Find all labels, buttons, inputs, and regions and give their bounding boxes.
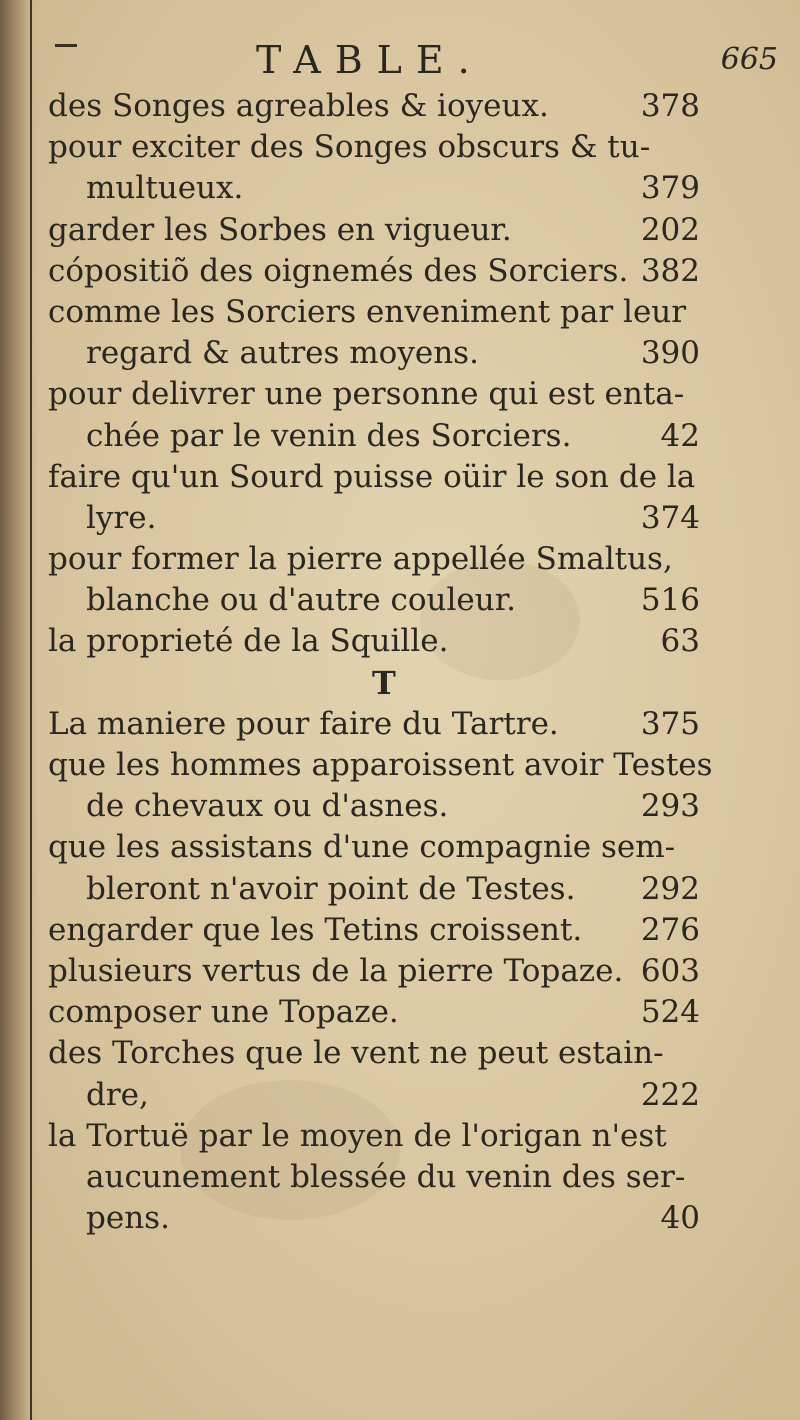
index-entry-text: pour exciter des Songes obscurs & tu- <box>48 129 651 166</box>
page-number: 665 <box>720 42 778 77</box>
index-line <box>0 621 800 662</box>
index-entry-text: bleront n'avoir point de Testes. <box>86 870 576 907</box>
index-entry-page: 276 <box>640 911 700 948</box>
index-entry-text: comme les Sorciers enveniment par leur <box>48 293 687 330</box>
index-entry-text: regard & autres moyens. <box>86 335 479 372</box>
index-entry-text: que les hommes apparoissent avoir Testes <box>48 747 713 783</box>
index-entry-text: pour former la pierre appellée Smaltus, <box>48 541 673 578</box>
index-entry-text: multueux. <box>86 170 244 207</box>
index-line <box>0 580 800 621</box>
index-entry-page: 375 <box>640 705 700 742</box>
index-entry-page: 42 <box>660 417 700 454</box>
index-entry-page: 374 <box>640 499 700 536</box>
index-entry-page: 40 <box>660 1200 700 1237</box>
index-entry-text: de chevaux ou d'asnes. <box>86 788 449 825</box>
index-entry-text: cópositiõ des oignemés des Sorciers. <box>48 252 629 289</box>
index-line <box>0 168 800 209</box>
index-line <box>0 1033 800 1074</box>
index-entry-text: faire qu'un Sourd puisse oüir le son de la <box>48 458 696 495</box>
index-entry-text: La maniere pour faire du Tartre. <box>48 705 559 742</box>
index-line <box>0 210 800 251</box>
index-entry-page: 222 <box>640 1076 700 1113</box>
index-entry-page: 603 <box>640 952 700 989</box>
index-line <box>0 416 800 457</box>
index-entry-text: la Tortuë par le moyen de l'origan n'est <box>48 1117 667 1154</box>
index-entry-page: 390 <box>640 335 700 372</box>
index-entry-page: 292 <box>640 870 700 907</box>
index-entry-text: dre, <box>86 1076 149 1113</box>
index-line <box>0 1198 800 1239</box>
index-line <box>0 333 800 374</box>
index-line <box>0 292 800 333</box>
index-entry-text: que les assistans d'une compagnie sem- <box>48 829 676 866</box>
index-entry-text: plusieurs vertus de la pierre Topaze. <box>48 952 624 989</box>
index-entry-text: aucunement blessée du venin des ser- <box>86 1158 686 1195</box>
index-group-t <box>0 704 800 1239</box>
index-entry-text: lyre. <box>86 499 157 536</box>
index-line <box>0 745 800 786</box>
index-entry-text: des Songes agreables & ioyeux. <box>48 88 549 124</box>
index-line <box>0 374 800 415</box>
index-line <box>0 457 800 498</box>
index-entries <box>0 86 800 1239</box>
index-entry-page: 293 <box>640 788 700 825</box>
index-line <box>0 910 800 951</box>
index-line <box>0 498 800 539</box>
index-entry-page: 382 <box>640 252 700 289</box>
index-entry-text: blanche ou d'autre couleur. <box>86 582 516 619</box>
index-line <box>0 786 800 827</box>
index-entry-text: garder les Sorbes en vigueur. <box>48 211 512 248</box>
index-line <box>0 86 800 127</box>
index-entry-text: des Torches que le vent ne peut estain- <box>48 1035 664 1072</box>
index-line <box>0 1075 800 1116</box>
head-ornament-dash <box>55 44 77 47</box>
index-line <box>0 251 800 292</box>
index-entry-text: composer une Topaze. <box>48 994 399 1031</box>
index-entry-text: chée par le venin des Sorciers. <box>86 417 572 454</box>
index-line <box>0 992 800 1033</box>
running-head <box>0 30 800 90</box>
index-line <box>0 704 800 745</box>
index-entry-text: la proprieté de la Squille. <box>48 623 449 660</box>
index-line <box>0 827 800 868</box>
section-letter-text: T <box>372 663 396 702</box>
index-entry-text: engarder que les Tetins croissent. <box>48 911 583 948</box>
index-line <box>0 1157 800 1198</box>
page-title: TABLE. <box>256 38 484 82</box>
index-entry-page: 379 <box>640 170 700 207</box>
index-entry-page: 524 <box>640 994 700 1031</box>
index-entry-text: pens. <box>86 1200 170 1237</box>
index-group-s <box>0 86 800 663</box>
index-line <box>0 539 800 580</box>
index-entry-page: 202 <box>640 211 700 248</box>
index-line <box>0 127 800 168</box>
index-line <box>0 869 800 910</box>
index-entry-page: 378 <box>640 88 700 124</box>
index-entry-page: 63 <box>660 623 700 660</box>
index-entry-text: pour delivrer une personne qui est enta- <box>48 376 685 413</box>
index-line <box>0 951 800 992</box>
index-line <box>0 1116 800 1157</box>
section-letter <box>0 663 800 704</box>
index-entry-page: 516 <box>640 582 700 619</box>
